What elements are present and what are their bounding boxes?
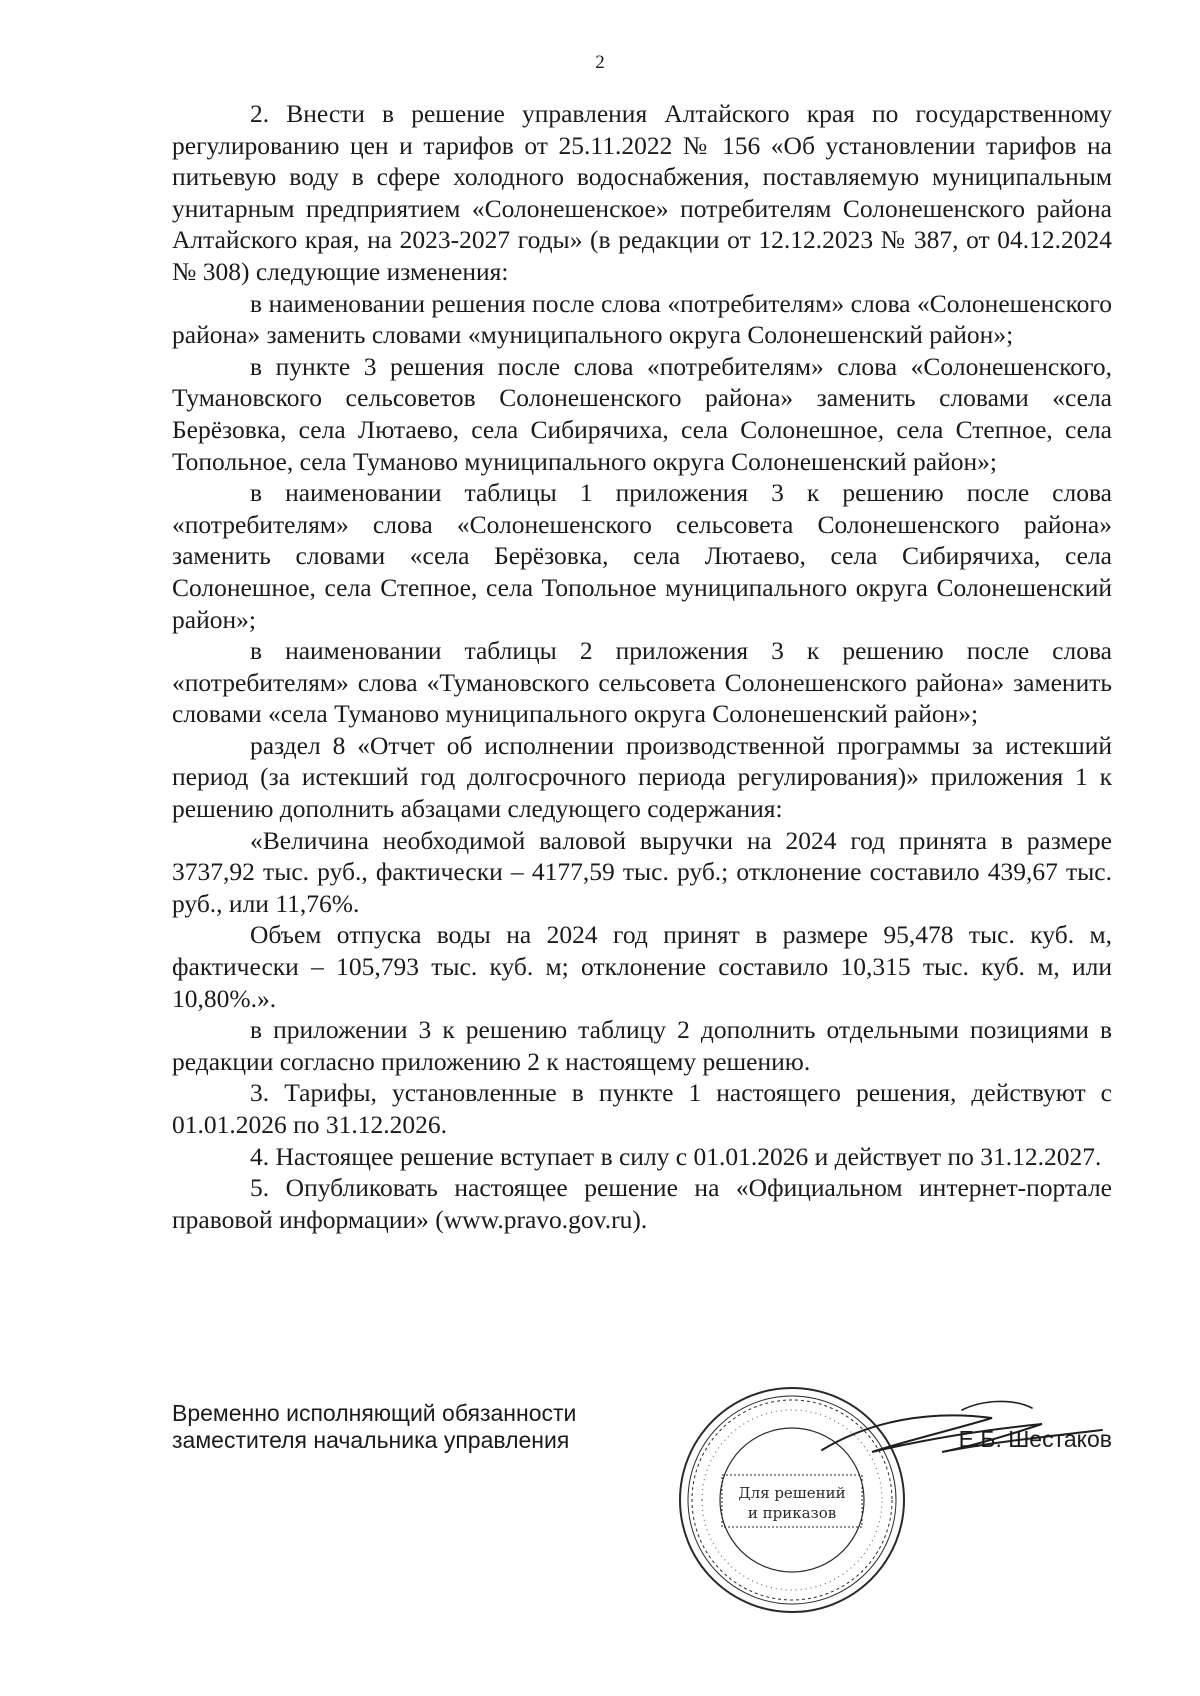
seal-text-line-2: и приказов (747, 1504, 837, 1522)
paragraph-4: в наименовании таблицы 1 приложения 3 к решению после слова «потребителям» слова «Солонешенского сельсовета Солонешенского района» заменить словами «села Берёзовка, села Лютаево, села Сибирячиха, села Солонешное, села Степное, села Топольное муниципального округа Солонешенский район»; (172, 478, 1112, 634)
signatory-title-line-2: заместителя начальника управления (172, 1427, 570, 1453)
signatory-name: Е.Б. Шестаков (958, 1426, 1112, 1452)
paragraph-8: Объем отпуска воды на 2024 год принят в размере 95,478 тыс. куб. м, фактически – 105,793 тыс. куб. м; отклонение составило 10,315 тыс. куб. м, или 10,80%.». (172, 920, 1112, 1013)
seal-text-line-1: Для решений (738, 1484, 846, 1502)
paragraph-2: в наименовании решения после слова «потребителям» слова «Солонешенского района» заменить словами «муниципального округа Солонешенский район»; (172, 288, 1112, 350)
signature-block (172, 1400, 1112, 1640)
paragraph-11: 4. Настоящее решение вступает в силу с 01.01.2026 и действует по 31.12.2027. (250, 1141, 1102, 1171)
document-body (172, 98, 1112, 1235)
signatory-title (172, 1400, 652, 1454)
paragraph-12: 5. Опубликовать настоящее решение на «Официальном интернет-портале правовой информации» (www.pravo.gov.ru). (172, 1173, 1112, 1234)
paragraph-1: 2. Внести в решение управления Алтайского края по государственному регулированию цен и тарифов от 25.11.2022 № 156 «Об установлении тарифов на питьевую воду в сфере холодного водоснабжения, поставляемую муниципальным унитарным предприятием «Солонешенское» потребителям Солонешенского района Алтайского края, на 2023-2027 годы» (в редакции от 12.12.2023 № 387, от 04.12.2024 № 308) следующие изменения: (172, 99, 1112, 286)
signatory-title-line-1: Временно исполняющий обязанности (172, 1400, 577, 1426)
paragraph-5: в наименовании таблицы 2 приложения 3 к решению после слова «потребителям» слова «Тумановского сельсовета Солонешенского района» заменить словами «села Туманово муниципального округа Солонешенский район»; (172, 636, 1112, 729)
paragraph-7: «Величина необходимой валовой выручки на 2024 год принята в размере 3737,92 тыс. руб., фактически – 4177,59 тыс. руб.; отклонение составило 439,67 тыс. руб., или 11,76%. (172, 825, 1112, 918)
page-number: 2 (595, 52, 605, 73)
paragraph-6: раздел 8 «Отчет об исполнении производственной программы за истекший период (за истекший год долгосрочного периода регулирования)» приложения 1 к решению дополнить абзацами следующего содержания: (172, 730, 1112, 824)
paragraph-10: 3. Тарифы, установленные в пункте 1 настоящего решения, действуют с 01.01.2026 по 31.12.2026. (172, 1078, 1112, 1139)
paragraph-3: в пункте 3 решения после слова «потребителям» слова «Солонешенского, Тумановского сельсоветов Солонешенского района» заменить словами «села Берёзовка, села Лютаево, села Сибирячиха, села Солонешное, села Степное, села Топольное, села Туманово муниципального округа Солонешенский район»; (172, 351, 1112, 476)
paragraph-9: в приложении 3 к решению таблицу 2 дополнить отдельными позициями в редакции согласно приложению 2 к настоящему решению. (172, 1015, 1112, 1076)
